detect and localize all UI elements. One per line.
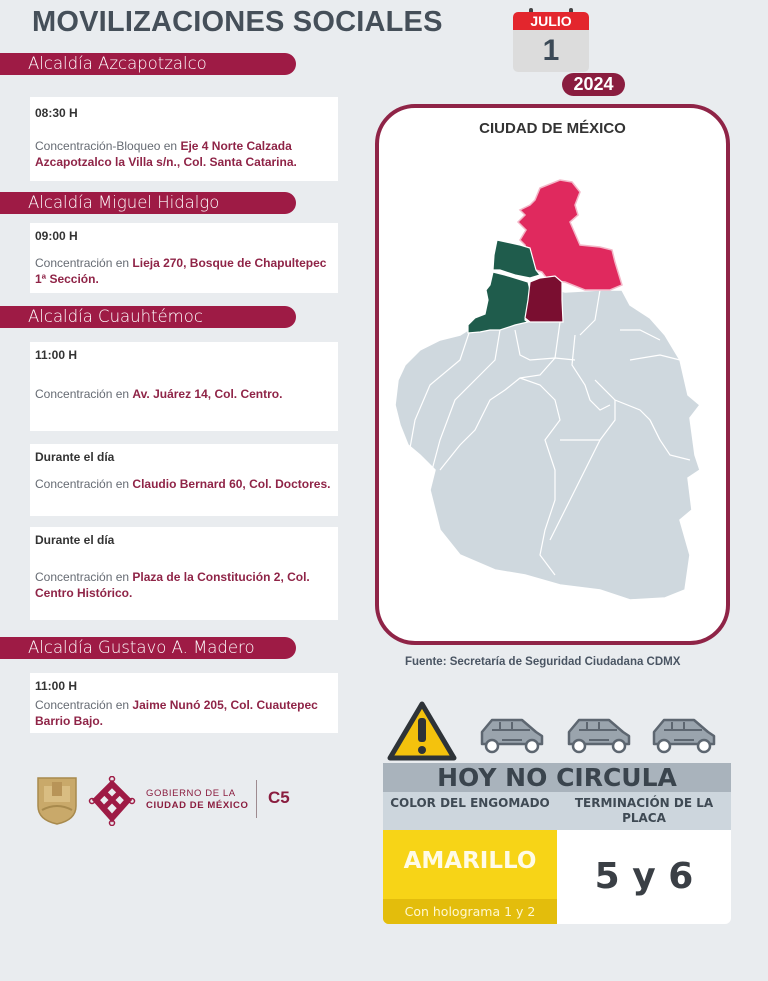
- event-description: Concentración en Jaime Nunó 205, Col. Cuautepec Barrio Bajo.: [35, 698, 318, 728]
- event-description: Concentración-Bloqueo en Eje 4 Norte Calzada Azcapotzalco la Villa s/n., Col. Santa Catarina.: [35, 139, 297, 169]
- event-description: Concentración en Av. Juárez 14, Col. Centro.: [35, 387, 283, 401]
- event-card: [30, 342, 338, 431]
- cdmx-map: [379, 108, 726, 641]
- car-icon: [478, 716, 546, 756]
- plate-endings: 5 y 6: [557, 830, 731, 924]
- event-time: 09:00 H: [35, 229, 78, 243]
- calendar-year: 2024: [562, 73, 625, 96]
- hoy-no-circula-title: HOY NO CIRCULA: [383, 763, 731, 792]
- cdmx-government-logo-icon: [90, 777, 135, 826]
- hoy-no-circula-headers: [383, 792, 731, 830]
- logo-divider: [256, 780, 257, 818]
- event-location: Lieja 270, Bosque de Chapultepec 1ª Sección.: [35, 256, 327, 286]
- event-card: [30, 527, 338, 620]
- car-icon: [565, 716, 633, 756]
- section-header-cuauhtemoc: Alcaldía Cuauhtémoc: [0, 306, 296, 328]
- event-description: Concentración en Claudio Bernard 60, Col. Doctores.: [35, 477, 331, 491]
- calendar-month: JULIO: [513, 12, 589, 30]
- event-time: 11:00 H: [35, 348, 78, 362]
- map-region-miguel-hidalgo: [468, 272, 530, 333]
- section-header-gustavo-a-madero: Alcaldía Gustavo A. Madero: [0, 637, 296, 659]
- page-title: MOVILIZACIONES SOCIALES: [32, 6, 443, 38]
- section-header-miguel-hidalgo: Alcaldía Miguel Hidalgo: [0, 192, 296, 214]
- event-location: Plaza de la Constitución 2, Col. Centro Histórico.: [35, 570, 310, 600]
- event-card: [30, 444, 338, 516]
- event-description: Concentración en Lieja 270, Bosque de Chapultepec 1ª Sección.: [35, 256, 327, 286]
- map-source: Fuente: Secretaría de Seguridad Ciudadana CDMX: [405, 656, 681, 668]
- event-location: Av. Juárez 14, Col. Centro.: [132, 387, 283, 401]
- event-location: Jaime Nunó 205, Col. Cuautepec Barrio Bajo.: [35, 698, 318, 728]
- event-card: [30, 223, 338, 293]
- plate-header: TERMINACIÓN DE LA PLACA: [574, 796, 714, 825]
- event-time: 08:30 H: [35, 106, 78, 120]
- event-time: Durante el día: [35, 450, 115, 464]
- map-panel: [375, 104, 730, 645]
- event-card: [30, 97, 338, 181]
- event-card: [30, 673, 338, 733]
- hologram-note: Con holograma 1 y 2: [383, 899, 557, 924]
- calendar-day: 1: [513, 30, 589, 72]
- sticker-color-cell: [383, 830, 557, 924]
- event-time: 11:00 H: [35, 679, 78, 693]
- government-wordmark: GOBIERNO DE LA CIUDAD DE MÉXICO: [146, 788, 249, 811]
- car-icon: [650, 716, 718, 756]
- sticker-color: AMARILLO: [403, 848, 537, 874]
- map-region-cuauhtemoc: [525, 276, 563, 322]
- warning-icon: [386, 700, 458, 762]
- event-time: Durante el día: [35, 533, 115, 547]
- section-header-azcapotzalco: Alcaldía Azcapotzalco: [0, 53, 296, 75]
- event-description: Concentración en Plaza de la Constitución 2, Col. Centro Histórico.: [35, 570, 310, 600]
- c5-logo: C5: [268, 788, 290, 807]
- map-title: CIUDAD DE MÉXICO: [479, 120, 626, 137]
- calendar-icon: [513, 8, 589, 71]
- logos: [36, 776, 146, 831]
- map-base-region: [395, 285, 700, 600]
- color-header: COLOR DEL ENGOMADO: [390, 796, 550, 810]
- event-location: Claudio Bernard 60, Col. Doctores.: [132, 477, 331, 491]
- cdmx-coat-of-arms-icon: [38, 778, 76, 824]
- event-location: Eje 4 Norte Calzada Azcapotzalco la Villa s/n., Col. Santa Catarina.: [35, 139, 297, 169]
